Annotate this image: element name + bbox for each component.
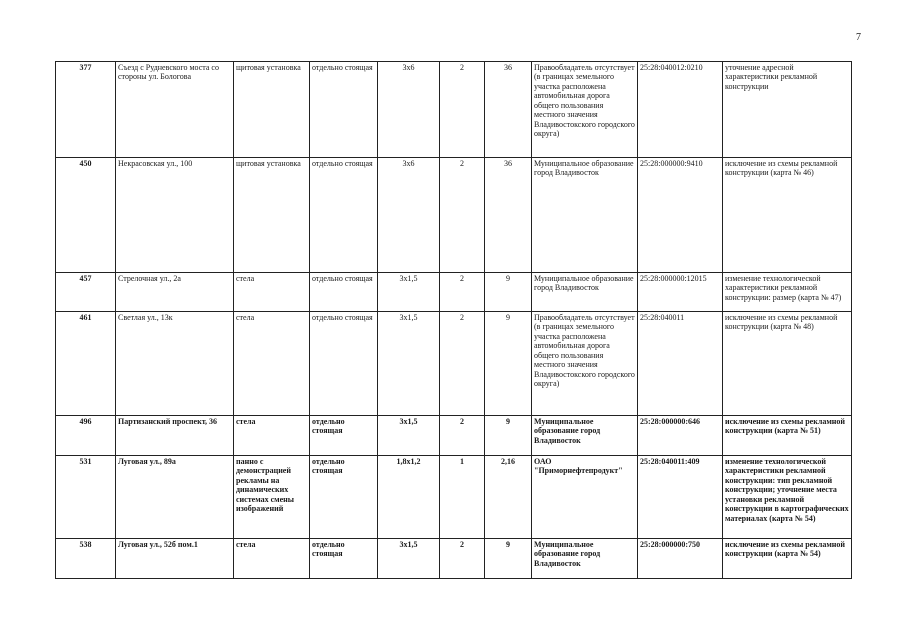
sides-cell: 1	[440, 456, 485, 539]
owner-cell: ОАО "Приморнефтепродукт"	[532, 456, 638, 539]
change-description-cell: исключение из схемы рекламной конструкции (карта № 48)	[723, 312, 852, 416]
row-number: 461	[56, 312, 116, 416]
size-cell: 3x6	[378, 62, 440, 158]
sides-cell: 2	[440, 158, 485, 273]
owner-cell: Муниципальное образование город Владивосток	[532, 273, 638, 312]
address-cell: Некрасовская ул., 100	[116, 158, 234, 273]
owner-cell: Муниципальное образование город Владивосток	[532, 416, 638, 456]
row-number: 531	[56, 456, 116, 539]
table-row	[56, 416, 852, 456]
owner-cell: Муниципальное образование город Владивосток	[532, 158, 638, 273]
owner-cell: Правообладатель отсутствует (в границах земельного участка расположена автомобильная дорога общего пользования местного значения Владивостокского городского округа)	[532, 62, 638, 158]
address-cell: Светлая ул., 13к	[116, 312, 234, 416]
area-cell: 36	[485, 158, 532, 273]
sides-cell: 2	[440, 416, 485, 456]
placement-cell: отдельно стоящая	[310, 539, 378, 579]
size-cell: 3x6	[378, 158, 440, 273]
table-row	[56, 312, 852, 416]
structure-type-cell: стела	[234, 312, 310, 416]
page-number: 7	[856, 32, 861, 43]
cadastral-number-cell: 25:28:000000:750	[638, 539, 723, 579]
cadastral-number-cell: 25:28:040012:0210	[638, 62, 723, 158]
address-cell: Луговая ул., 89а	[116, 456, 234, 539]
sides-cell: 2	[440, 312, 485, 416]
change-description-cell: исключение из схемы рекламной конструкции (карта № 54)	[723, 539, 852, 579]
cadastral-number-cell: 25:28:000000:9410	[638, 158, 723, 273]
table-row	[56, 273, 852, 312]
placement-cell: отдельно стоящая	[310, 416, 378, 456]
address-cell: Луговая ул., 52б пом.1	[116, 539, 234, 579]
size-cell: 3x1,5	[378, 273, 440, 312]
row-number: 538	[56, 539, 116, 579]
structure-type-cell: щитовая установка	[234, 62, 310, 158]
address-cell: Съезд с Рудневского моста со стороны ул. Бологова	[116, 62, 234, 158]
area-cell: 9	[485, 539, 532, 579]
table-row	[56, 158, 852, 273]
change-description-cell: уточнение адресной характеристики рекламной конструкции	[723, 62, 852, 158]
table-row	[56, 456, 852, 539]
structure-type-cell: стела	[234, 539, 310, 579]
size-cell: 3x1,5	[378, 312, 440, 416]
structure-type-cell: панно с демонстрацией рекламы на динамических системах смены изображений	[234, 456, 310, 539]
cadastral-number-cell: 25:28:040011:409	[638, 456, 723, 539]
change-description-cell: исключение из схемы рекламной конструкции (карта № 51)	[723, 416, 852, 456]
address-cell: Стрелочная ул., 2а	[116, 273, 234, 312]
change-description-cell: изменение технологической характеристики рекламной конструкции: тип рекламной конструкции; уточнение места установки рекламной конструкции в картографических материалах (карта № 54)	[723, 456, 852, 539]
area-cell: 2,16	[485, 456, 532, 539]
row-number: 496	[56, 416, 116, 456]
row-number: 377	[56, 62, 116, 158]
area-cell: 9	[485, 312, 532, 416]
row-number: 450	[56, 158, 116, 273]
structure-type-cell: стела	[234, 273, 310, 312]
size-cell: 3x1,5	[378, 539, 440, 579]
placement-cell: отдельно стоящая	[310, 273, 378, 312]
sides-cell: 2	[440, 273, 485, 312]
cadastral-number-cell: 25:28:040011	[638, 312, 723, 416]
size-cell: 3x1,5	[378, 416, 440, 456]
area-cell: 9	[485, 416, 532, 456]
cadastral-number-cell: 25:28:000000:646	[638, 416, 723, 456]
table-row	[56, 539, 852, 579]
size-cell: 1,8x1,2	[378, 456, 440, 539]
structure-type-cell: стела	[234, 416, 310, 456]
cadastral-number-cell: 25:28:000000:12015	[638, 273, 723, 312]
placement-cell: отдельно стоящая	[310, 62, 378, 158]
address-cell: Партизанский проспект, 36	[116, 416, 234, 456]
owner-cell: Правообладатель отсутствует (в границах земельного участка расположена автомобильная дорога общего пользования местного значения Владивостокского городского округа)	[532, 312, 638, 416]
advertising-structures-table	[55, 61, 852, 579]
change-description-cell: исключение из схемы рекламной конструкции (карта № 46)	[723, 158, 852, 273]
change-description-cell: изменение технологической характеристики рекламной конструкции: размер (карта № 47)	[723, 273, 852, 312]
table-row	[56, 62, 852, 158]
placement-cell: отдельно стоящая	[310, 158, 378, 273]
sides-cell: 2	[440, 539, 485, 579]
placement-cell: отдельно стоящая	[310, 312, 378, 416]
area-cell: 36	[485, 62, 532, 158]
row-number: 457	[56, 273, 116, 312]
area-cell: 9	[485, 273, 532, 312]
sides-cell: 2	[440, 62, 485, 158]
owner-cell: Муниципальное образование город Владивосток	[532, 539, 638, 579]
structure-type-cell: щитовая установка	[234, 158, 310, 273]
placement-cell: отдельно стоящая	[310, 456, 378, 539]
